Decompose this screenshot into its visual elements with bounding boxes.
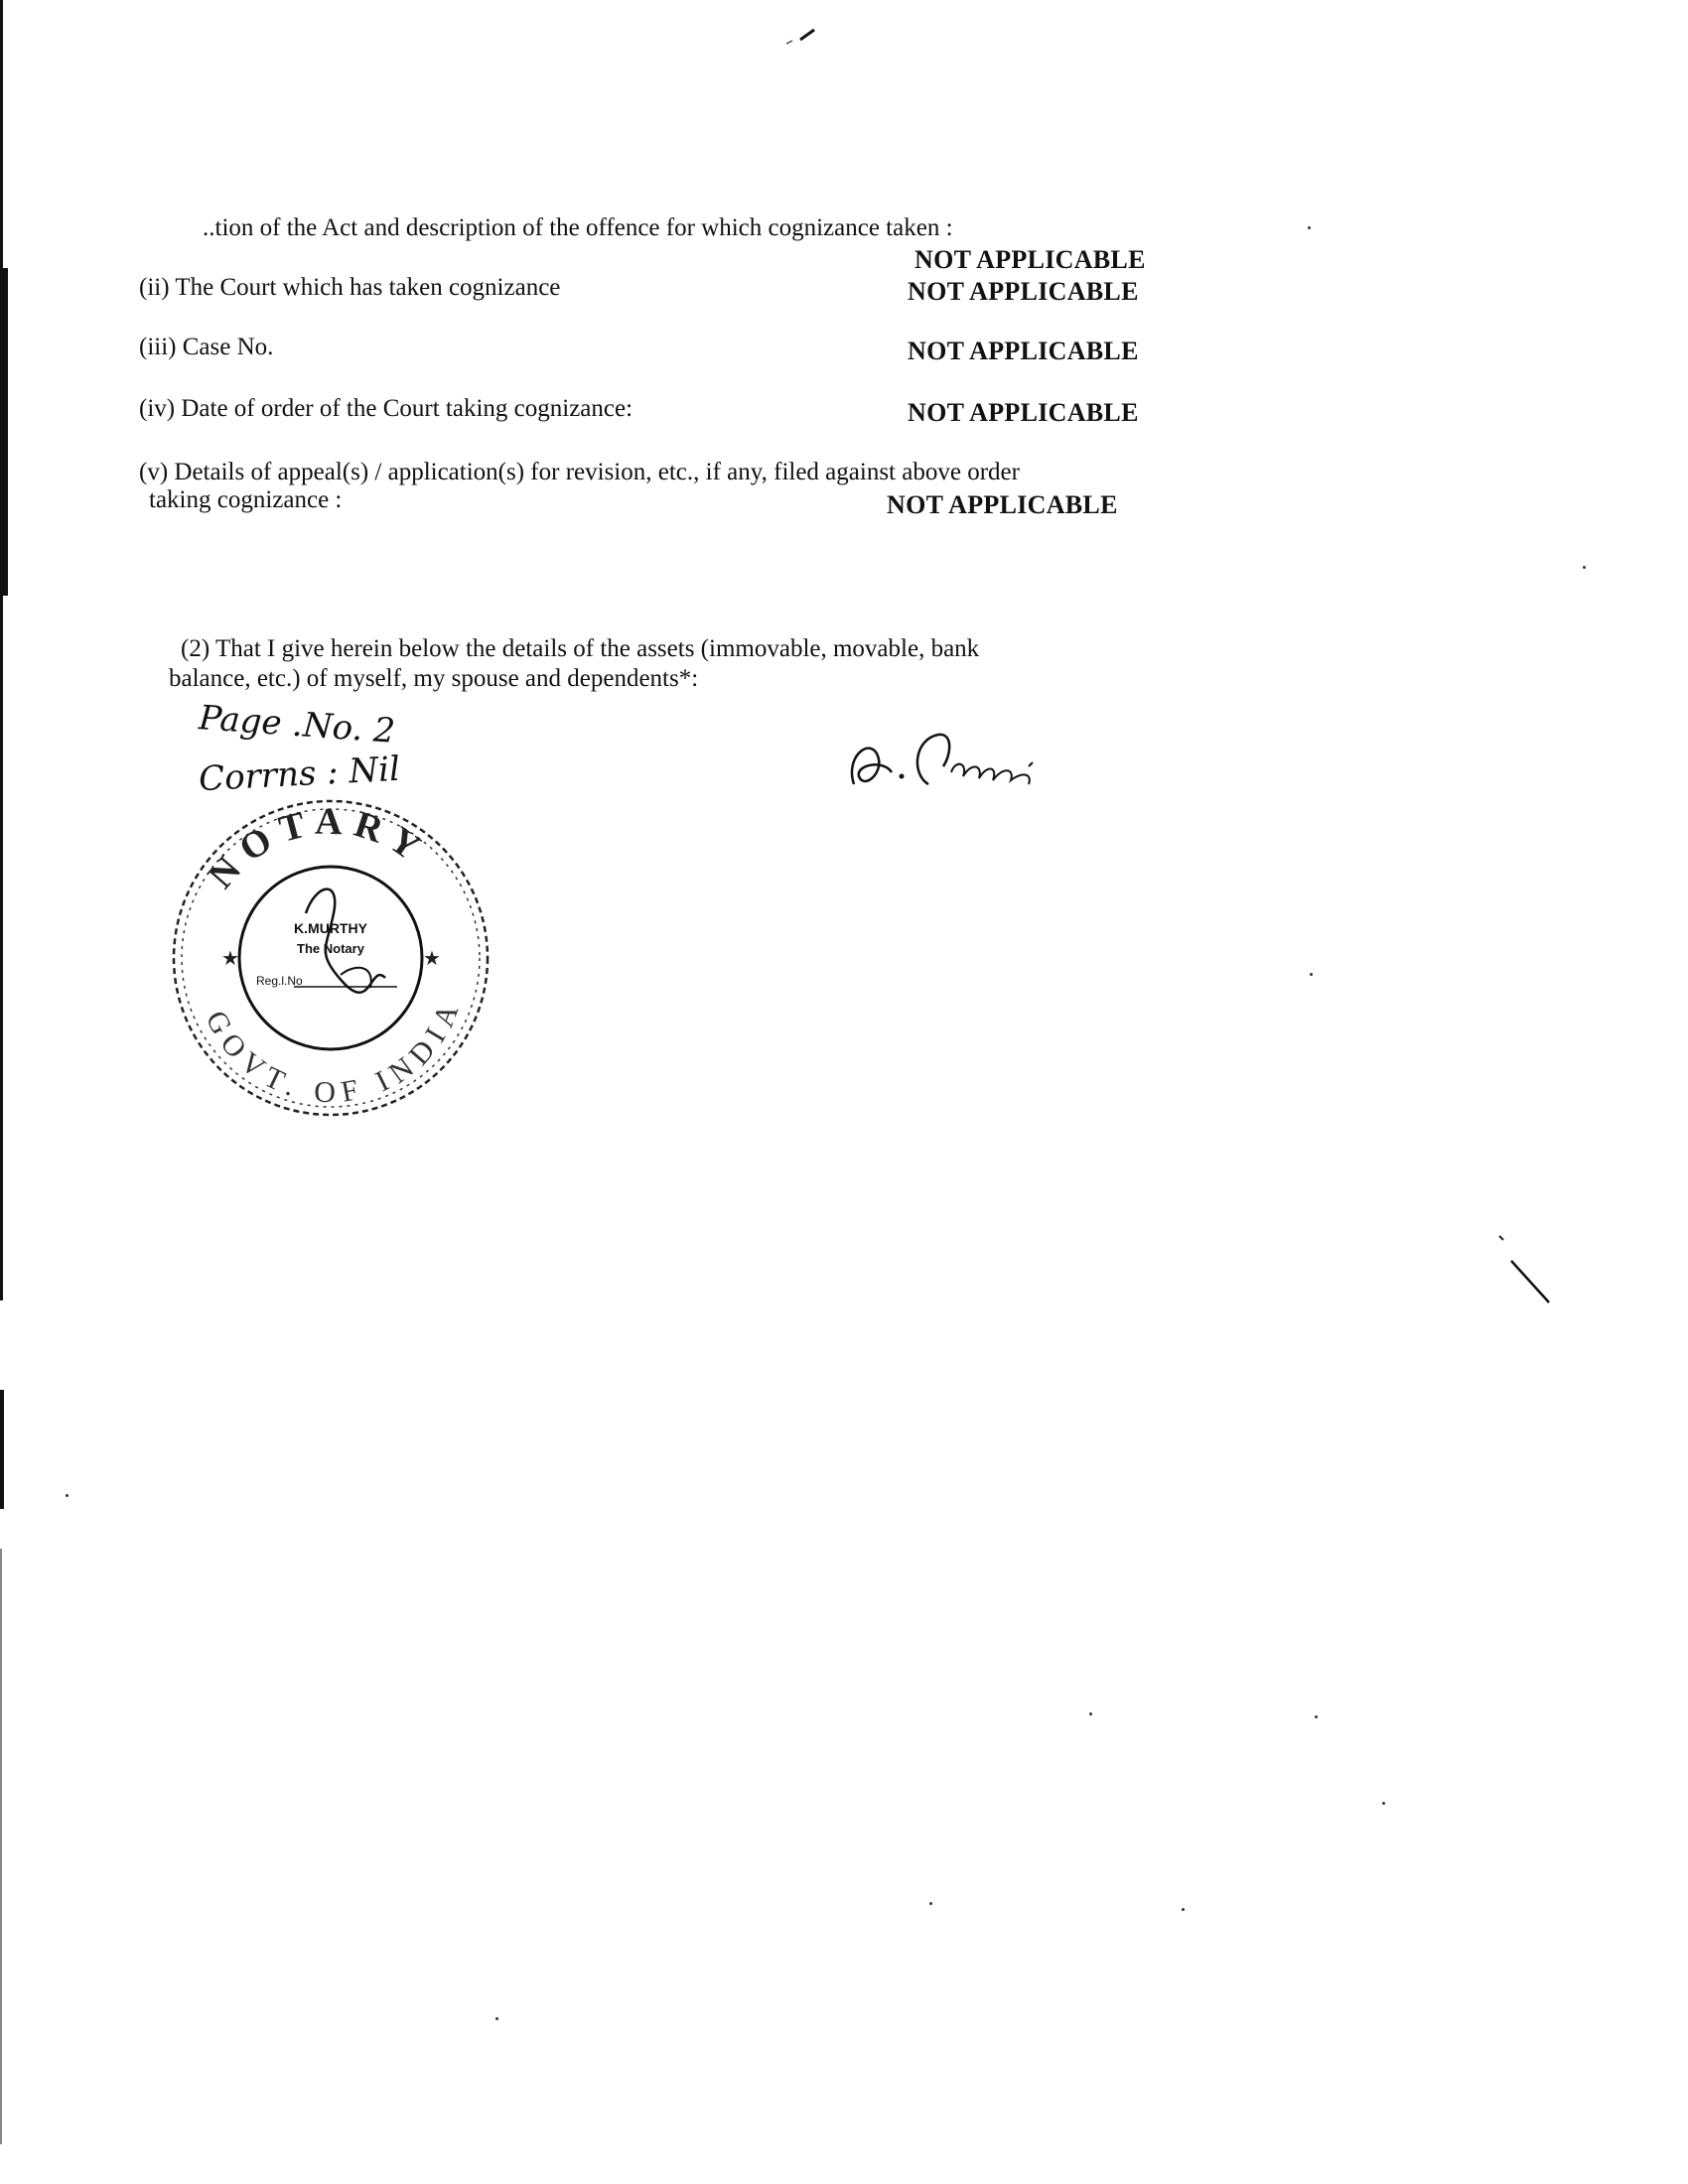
court-cognizance-value: NOT APPLICABLE — [908, 277, 1139, 306]
offence-description-label: ..tion of the Act and description of the offence for which cognizance taken : — [203, 214, 953, 241]
scan-speck — [1382, 1802, 1385, 1805]
seal-role-text: The Notary — [297, 941, 364, 956]
appeal-details-label-line2: taking cognizance : — [149, 486, 343, 513]
scan-speck — [1089, 1712, 1092, 1715]
assets-statement-line1: (2) That I give herein below the details of the assets (immovable, movable, bank — [181, 635, 980, 662]
svg-text:★: ★ — [221, 946, 239, 970]
scan-speck — [929, 1902, 932, 1905]
seal-bottom-text: GOVT. OF INDIA — [199, 992, 469, 1110]
seal-top-text: NOTARY — [200, 800, 436, 897]
seal-reg-text: Reg.l.No — [256, 974, 303, 988]
seal-name-text: K.MURTHY — [294, 920, 367, 936]
scan-speck — [1583, 566, 1586, 569]
svg-text:NOTARY — [200, 801, 435, 896]
scan-edge-mark — [0, 0, 3, 1300]
scan-stroke — [1489, 1231, 1559, 1310]
scan-speck — [1310, 973, 1313, 976]
handwritten-corrections-note: Corrns : Nil — [198, 749, 401, 800]
scan-edge-mark — [0, 1390, 4, 1509]
case-number-value: NOT APPLICABLE — [908, 337, 1139, 365]
signature — [834, 715, 1092, 814]
offence-description-value: NOT APPLICABLE — [914, 245, 1146, 274]
appeal-details-value: NOT APPLICABLE — [887, 490, 1118, 519]
scan-speck — [66, 1494, 69, 1497]
scan-speck — [1315, 1715, 1318, 1718]
scan-speck — [495, 2017, 498, 2020]
scan-edge-mark — [0, 268, 8, 596]
notary-seal — [167, 794, 494, 1122]
scan-edge-mark — [0, 1549, 2, 2144]
order-date-label: (iv) Date of order of the Court taking cognizance: — [139, 395, 633, 422]
scan-stroke — [765, 22, 824, 52]
svg-text:★: ★ — [423, 946, 441, 970]
case-number-label: (iii) Case No. — [139, 334, 274, 360]
scan-speck — [1308, 226, 1311, 229]
assets-statement-line2: balance, etc.) of myself, my spouse and dependents*: — [169, 665, 699, 692]
appeal-details-label-line1: (v) Details of appeal(s) / application(s) for revision, etc., if any, filed against above order — [139, 459, 1020, 485]
order-date-value: NOT APPLICABLE — [908, 398, 1139, 427]
handwritten-page-note: Page .No. 2 — [197, 698, 397, 751]
scan-speck — [1182, 1908, 1185, 1911]
court-cognizance-label: (ii) The Court which has taken cognizance — [139, 274, 561, 301]
